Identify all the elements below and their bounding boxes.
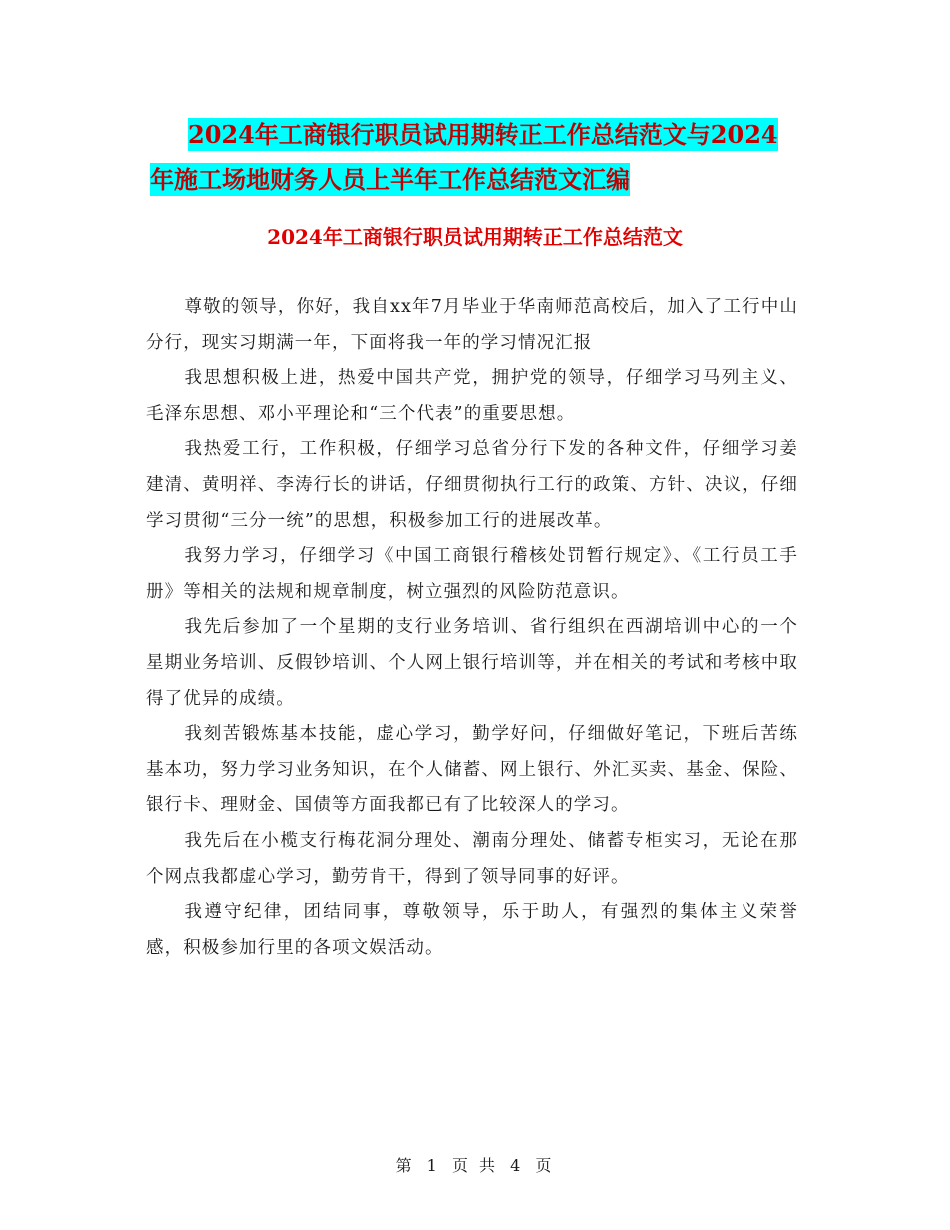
paragraph-2: 我思想积极上进，热爱中国共产党，拥护党的领导，仔细学习马列主义、毛泽东思想、邓小平理论和“三个代表”的重要思想。 — [146, 368, 798, 424]
paragraph-5: 我先后参加了一个星期的支行业务培训、省行组织在西湖培训中心的一个星期业务培训、反假钞培训、个人网上银行培训等，并在相关的考试和考核中取得了优异的成绩。 — [146, 617, 798, 709]
paragraph-6: 我刻苦锻炼基本技能，虚心学习，勤学好问，仔细做好笔记，下班后苦练基本功，努力学习业务知识，在个人储蓄、网上银行、外汇买卖、基金、保险、银行卡、理财金、国债等方面我都已有了比较深人的学习。 — [146, 724, 798, 816]
page-footer — [0, 1153, 950, 1176]
paragraph-7: 我先后在小榄支行梅花洞分理处、潮南分理处、储蓄专柜实习，无论在那个网点我都虚心学习，勤劳肯干，得到了领导同事的好评。 — [146, 830, 798, 887]
footer-page-number: 1 — [426, 1156, 440, 1175]
footer-prefix: 第 — [395, 1156, 415, 1175]
document-title — [150, 112, 810, 202]
footer-middle: 页 共 — [451, 1156, 499, 1175]
footer-suffix: 页 — [535, 1156, 555, 1175]
paragraph-8: 我遵守纪律，团结同事，尊敬领导，乐于助人，有强烈的集体主义荣誉感，积极参加行里的各项文娱活动。 — [146, 902, 798, 958]
document-title-line-2: 年施工场地财务人员上半年工作总结范文汇编 — [150, 165, 630, 194]
paragraph-1: 尊敬的领导，你好，我自xx年7月毕业于华南师范高校后，加入了工行中山分行，现实习期满一年，下面将我一年的学习情况汇报 — [146, 297, 798, 353]
document-body — [146, 290, 798, 966]
document-title-line-1: 2024年工商银行职员试用期转正工作总结范文与2024 — [188, 120, 778, 149]
section-title: 2024年工商银行职员试用期转正工作总结范文 — [267, 225, 683, 249]
footer-total-pages: 4 — [510, 1156, 524, 1175]
paragraph-4: 我努力学习，仔细学习《中国工商银行稽核处罚暂行规定》、《工行员工手册》等相关的法规和规章制度，树立强烈的风险防范意识。 — [146, 546, 798, 602]
paragraph-3: 我热爱工行，工作积极，仔细学习总省分行下发的各种文件，仔细学习姜建清、黄明祥、李涛行长的讲话，仔细贯彻执行工行的政策、方针、决议，仔细学习贯彻“三分一统”的思想，积极参加工行的进展改革。 — [146, 439, 798, 531]
